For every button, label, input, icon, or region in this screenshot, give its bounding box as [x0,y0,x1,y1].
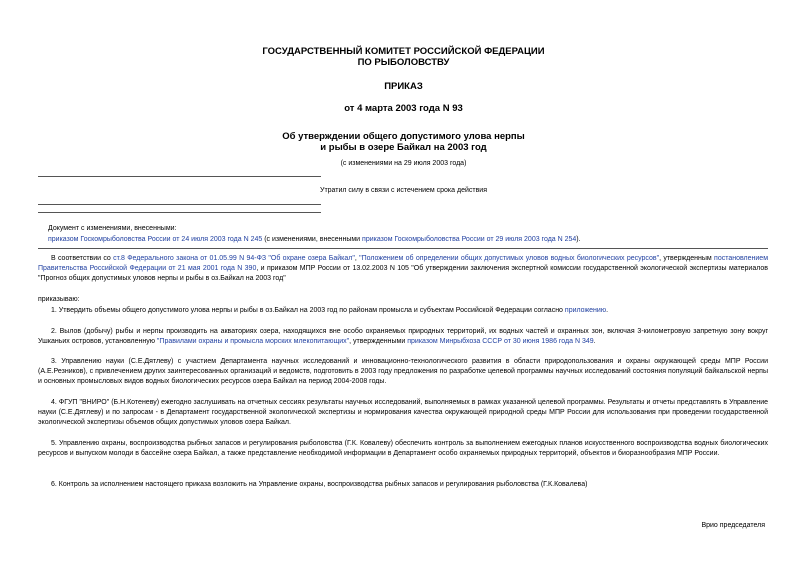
amendment-note: (с изменениями на 29 июля 2003 года) [340,160,467,167]
law-link[interactable]: ст.8 Федерального закона от 01.05.99 N 94-ФЗ "Об охране озера Байкал" [113,255,355,262]
changes-end: ). [576,236,581,243]
divider [38,248,768,249]
signature-title: Врио председателя [701,522,765,529]
amendment-link-254[interactable]: приказом Госкомрыболовства России от 29 июля 2003 года N 254 [362,236,577,243]
item-2: 2. Вылов (добычу) рыбы и нерпы производить на акваториях озера, находящихся вне особо охраняемых природных территорий, их водных частей и охранных зон, включая 3-километровую запретную зону вокруг Ушканьих островов, установленную "Правилами охраны и промысла морских млекопитающих", утвержденными приказом Минрыбхоза СССР от 30 июня 1986 года N 349. [38,328,768,345]
amendment-link-245[interactable]: приказом Госкомрыболовства России от 24 июля 2003 года N 245 [48,236,263,243]
item-5: 5. Управлению охраны, воспроизводства рыбных запасов и регулирования рыболовства (Г.К. Ковалеву) обеспечить контроль за выполнением ежегодных планов искусственного воспроизводства водных биологических ресурсов и выпуском молоди в бассейне озера Байкал, а также представление необходимой информации в Департамент особо охраняемых природных территорий, объектов и биоразнообразия МПР России. [38,440,768,457]
divider [38,176,321,177]
changes-middle: (с изменениями, внесенными [262,236,363,243]
item-6: 6. Контроль за исполнением настоящего приказа возложить на Управление охраны, воспроизводства рыбных запасов и регулирования рыболовства (Г.К.Ковалева) [51,481,588,488]
item-1: 1. Утвердить объемы общего допустимого улова нерпы и рыбы в оз.Байкал на 2003 год по районам промысла и субъектам Российской Федерации согласно приложению. [51,307,609,314]
regulation-link[interactable]: "Положением об определении общих допустимых уловов водных биологических ресурсов" [359,255,660,262]
preamble-paragraph: В соответствии со ст.8 Федерального закона от 01.05.99 N 94-ФЗ "Об охране озера Байкал", "Положением об определении общих допустимых уловов водных биологических ресурсов", утвержденным постановлением Правительства Российской Федерации от 21 мая 2001 года N 390, и приказом МПР России от 13.02.2003 N 105 "Об утверждении заключения экспертной комиссии государственной экологической экспертизы материалов "Прогноз общих допустимых уловов нерпы и рыбы в оз.Байкал на 2003 год" [38,255,769,282]
doc-type: ПРИКАЗ [384,81,423,92]
changes-intro: Документ с изменениями, внесенными: [48,225,177,232]
doc-title-line1: Об утверждении общего допустимого улова нерпы [282,131,525,142]
doc-date-number: от 4 марта 2003 года N 93 [344,103,463,114]
changes-list [48,235,768,245]
item-3: 3. Управлению науки (С.Е.Дятлеву) с участием Департамента научных исследований и инновационно-технологического развития в области природопользования и охраны окружающей среды МПР России (А.Е.Резников), с привлечением других заинтересованных организаций и ведомств, подготовить в 2003 году предложения по разработке целевой программы научных исследований состояния популяций байкальской нерпы и основных промысловых видов водных биологических ресурсов озера Байкал на период 2004-2008 годы. [38,358,768,385]
divider [38,212,321,213]
orders-label: приказываю: [38,296,80,303]
appendix-link[interactable]: приложению [564,307,607,314]
org-name-line1: ГОСУДАРСТВЕННЫЙ КОМИТЕТ РОССИЙСКОЙ ФЕДЕРАЦИИ [262,46,545,57]
divider [38,204,321,205]
government-decree-link[interactable]: постановлением Правительства Российской Федерации от 21 мая 2001 года N 390 [38,255,769,272]
item-4: 4. ФГУП "ВНИРО" (Б.Н.Котеневу) ежегодно заслушивать на отчетных сессиях результаты научных исследований, выполняемых в рамках указанной целевой программы. Результаты и отчеты представлять в Управление науки (С.Е.Дятлеву) и по запросам - в Департамент государственной экологической экспертизы и нормирования качества окружающей природной среды МПР России для использования при проведении государственной экологической экспертизы объемов общих допустимых уловов озера Байкал. [38,399,768,426]
status-note: Утратил силу в связи с истечением срока действия [320,187,487,194]
ministry-order-link[interactable]: приказом Минрыбхоза СССР от 30 июня 1986 года N 349 [407,338,594,345]
rules-link[interactable]: "Правилами охраны и промысла морских млекопитающих" [156,338,350,345]
org-name-line2: ПО РЫБОЛОВСТВУ [357,57,450,68]
doc-title-line2: и рыбы в озере Байкал на 2003 год [320,142,487,153]
